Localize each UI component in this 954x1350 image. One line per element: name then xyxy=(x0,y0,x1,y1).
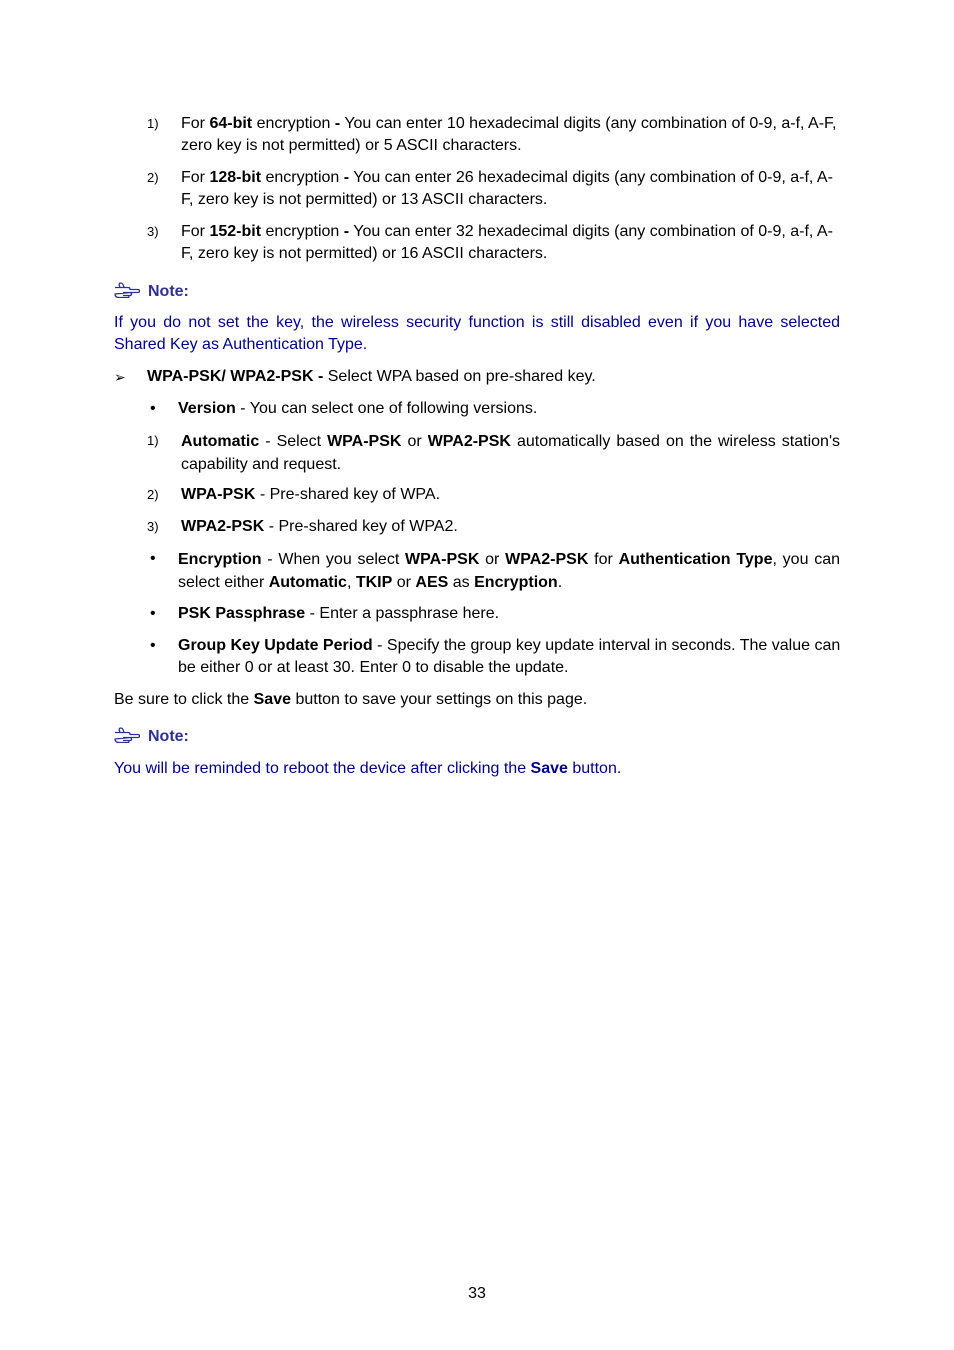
bullet-icon: • xyxy=(150,400,156,417)
list-number: 3) xyxy=(147,224,159,239)
version-wpa2-psk-item: WPA2-PSK - Pre-shared key of WPA2. xyxy=(181,518,458,535)
wpa-psk-item: WPA-PSK/ WPA2-PSK - Select WPA based on pre-shared key. xyxy=(147,368,596,385)
pointing-hand-icon xyxy=(114,282,140,298)
group-key-update-period-item: Group Key Update Period - Specify the group key update interval in seconds. The value can be either 0 or at least 30. Enter 0 to disable the update. xyxy=(178,637,841,676)
version-automatic-item: Automatic - Select WPA-PSK or WPA2-PSK automatically based on the wireless station's capability and request. xyxy=(181,433,840,473)
wep-64-bit-item: For 64-bit encryption - You can enter 10 hexadecimal digits (any combination of 0-9, a-f, A-F, zero key is not permitted) or 5 ASCII characters. xyxy=(181,115,837,154)
list-number: 2) xyxy=(147,170,159,185)
encryption-item: Encryption - When you select WPA-PSK or WPA2-PSK for Authentication Type, you can select either Automatic, TKIP or AES as Encryption. xyxy=(178,551,841,591)
arrow-bullet-icon: ➢ xyxy=(114,369,126,385)
wep-152-bit-item: For 152-bit encryption - You can enter 32 hexadecimal digits (any combination of 0-9, a-f, A-F, zero key is not permitted) or 16 ASCII characters. xyxy=(181,223,833,262)
list-number: 1) xyxy=(147,116,159,131)
note-label: Note: xyxy=(148,283,189,300)
save-instruction: Be sure to click the Save button to save your settings on this page. xyxy=(114,691,588,708)
note-label: Note: xyxy=(148,728,189,745)
bullet-icon: • xyxy=(150,605,156,622)
wep-128-bit-item: For 128-bit encryption - You can enter 26 hexadecimal digits (any combination of 0-9, a-f, A-F, zero key is not permitted) or 13 ASCII characters. xyxy=(181,169,833,208)
note-heading xyxy=(114,281,189,303)
bullet-icon: • xyxy=(150,637,156,654)
page-number: 33 xyxy=(468,1285,486,1302)
list-number: 2) xyxy=(147,487,159,502)
bullet-icon: • xyxy=(150,550,156,567)
pointing-hand-icon xyxy=(114,727,140,743)
note-heading xyxy=(114,726,189,748)
note-text: If you do not set the key, the wireless security function is still disabled even if you have selected Shared Key as Authentication Type. xyxy=(114,314,840,353)
version-wpa-psk-item: WPA-PSK - Pre-shared key of WPA. xyxy=(181,486,441,503)
list-number: 3) xyxy=(147,519,159,534)
list-number: 1) xyxy=(147,433,159,448)
version-item: Version - You can select one of following versions. xyxy=(178,400,538,417)
note-text: You will be reminded to reboot the device after clicking the Save button. xyxy=(114,760,622,777)
psk-passphrase-item: PSK Passphrase - Enter a passphrase here. xyxy=(178,605,500,622)
